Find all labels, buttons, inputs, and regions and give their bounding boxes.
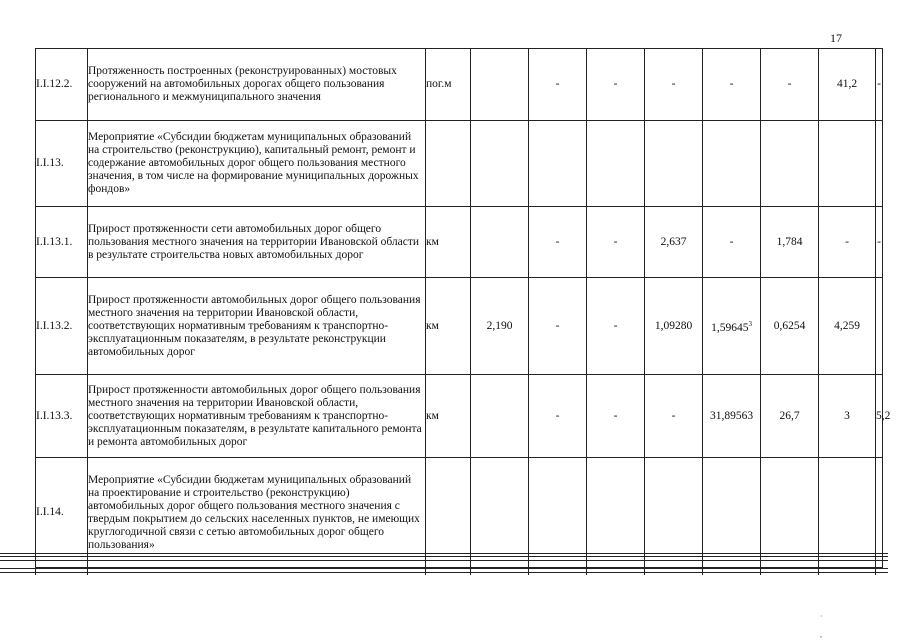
value-text: 2,637 (660, 235, 687, 248)
table-row (36, 278, 883, 375)
value-text: 31,89563 (709, 409, 754, 422)
value-cell (876, 121, 883, 207)
indicator-table (35, 48, 891, 568)
value-text: - (729, 235, 734, 248)
row-code: I.I.12.2. (36, 49, 88, 121)
table-row (36, 375, 883, 458)
value-cell (876, 375, 891, 458)
cut-line-tick (528, 553, 529, 575)
value-cell (529, 207, 587, 278)
row-description: Протяженность построенных (реконструированных) мостовых сооружений на автомобильных дорогах общего пользования регионального и межмуниципального значения (88, 49, 426, 121)
value-cell (876, 458, 883, 568)
value-cell (761, 207, 819, 278)
value-cell (587, 207, 645, 278)
value-cell (819, 207, 876, 278)
value-text: - (671, 409, 676, 422)
value-cell (876, 278, 883, 375)
value-cell (529, 278, 587, 375)
row-description: Прирост протяженности сети автомобильных дорог общего пользования местного значения на территории Ивановской области в результате строительства новых автомобильных дорог (88, 207, 426, 278)
value-cell (645, 121, 703, 207)
value-cell (645, 278, 703, 375)
value-cell (819, 375, 876, 458)
row-description: Прирост протяженности автомобильных дорог общего пользования местного значения на территории Ивановской области, соответствующих нормативным требованиям к транспортно-эксплуатационным показателям, в результате капитального ремонта и ремонта автомобильных дорог (88, 375, 426, 458)
value-text: 26,7 (779, 409, 800, 422)
value-text: 1,09280 (654, 319, 693, 332)
value-text: 0,6254 (773, 319, 806, 332)
row-description: Мероприятие «Субсидии бюджетам муниципальных образований на проектирование и строительство (реконструкцию) автомобильных дорог общего пользования местного значения с твердым покрытием до сельских населенных пунктов, не имеющих круглогодичной связи с сетью автомобильных дорог общего пользования» (88, 458, 426, 568)
value-cell (529, 458, 587, 568)
value-cell (471, 278, 529, 375)
value-cell (471, 207, 529, 278)
scan-specks: · , (820, 612, 823, 639)
row-unit (426, 121, 471, 207)
value-text: - (729, 78, 734, 90)
value-cell (819, 49, 876, 121)
value-cell (703, 121, 761, 207)
value-cell (761, 121, 819, 207)
row-unit: пог.м (426, 49, 471, 121)
footnote-mark: 3 (748, 319, 752, 328)
row-unit: км (426, 207, 471, 278)
cut-line-tick (425, 553, 426, 575)
value-cell (876, 207, 883, 278)
value-cell (819, 121, 876, 207)
value-cell (876, 49, 883, 121)
table-row (36, 207, 883, 278)
value-cell (645, 49, 703, 121)
table-row (36, 121, 883, 207)
value-text: 1,59645 (711, 321, 749, 334)
value-cell (761, 49, 819, 121)
row-description: Прирост протяженности автомобильных дорог общего пользования местного значения на территории Ивановской области, соответствующих нормативным требованиям к транспортно-эксплуатационным показателям, в результате реконструкции автомобильных дорог (88, 278, 426, 375)
value-cell (819, 278, 876, 375)
row-code: I.I.13. (36, 121, 88, 207)
value-text: - (613, 78, 618, 90)
value-text: 41,2 (836, 78, 858, 90)
value-text: 4,259 (834, 319, 860, 332)
value-cell (761, 278, 819, 375)
value-cell (703, 207, 761, 278)
table-row (36, 458, 883, 568)
value-cell (529, 121, 587, 207)
cut-line-tick (760, 553, 761, 575)
value-cell (471, 121, 529, 207)
value-cell (587, 458, 645, 568)
row-unit: км (426, 375, 471, 458)
cut-line-tick (875, 553, 876, 575)
value-text: 5,2 (876, 409, 891, 422)
value-text: - (555, 78, 560, 90)
value-text: - (555, 409, 560, 422)
value-cell (471, 458, 529, 568)
row-code: I.I.14. (36, 458, 88, 568)
value-cell (587, 49, 645, 121)
value-cell (529, 375, 587, 458)
value-cell (703, 458, 761, 568)
page-number: 17 (830, 31, 842, 45)
cut-line-tick (644, 553, 645, 575)
cut-line-tick (35, 553, 36, 575)
value-cell (645, 207, 703, 278)
row-code: I.I.13.1. (36, 207, 88, 278)
table-row (36, 49, 883, 121)
value-text: 1,784 (776, 235, 803, 248)
cut-line-tick (586, 553, 587, 575)
cut-line-tick (702, 553, 703, 575)
cut-line-tick (818, 553, 819, 575)
value-text: - (555, 235, 560, 248)
value-text: 2,190 (486, 319, 513, 332)
value-text: - (613, 319, 618, 332)
cut-line-tick (87, 553, 88, 575)
value-text: - (877, 78, 881, 90)
value-cell (703, 375, 761, 458)
cut-line-tick (470, 553, 471, 575)
row-code: I.I.13.2. (36, 278, 88, 375)
row-unit (426, 458, 471, 568)
value-cell (587, 375, 645, 458)
value-cell (703, 278, 761, 375)
value-text: 3 (844, 409, 850, 422)
value-cell (645, 458, 703, 568)
row-unit: км (426, 278, 471, 375)
value-text: - (555, 319, 560, 332)
value-cell (587, 278, 645, 375)
value-cell (761, 375, 819, 458)
value-cell (587, 121, 645, 207)
page-cut-lines (0, 553, 888, 575)
value-cell (819, 458, 876, 568)
row-description: Мероприятие «Субсидии бюджетам муниципальных образований на строительство (реконструкцию), капитальный ремонт, ремонт и содержание автомобильных дорог общего пользования местного значения, в том числе на формирование муниципальных дорожных фондов» (88, 121, 426, 207)
value-cell (761, 458, 819, 568)
value-text: - (613, 409, 618, 422)
value-cell (529, 49, 587, 121)
value-cell (645, 375, 703, 458)
value-text: - (877, 235, 881, 248)
value-text: - (613, 235, 618, 248)
value-text: - (845, 235, 849, 248)
value-cell (471, 49, 529, 121)
value-text: - (671, 78, 676, 90)
value-text: - (787, 78, 792, 90)
value-cell (703, 49, 761, 121)
value-cell (471, 375, 529, 458)
row-code: I.I.13.3. (36, 375, 88, 458)
